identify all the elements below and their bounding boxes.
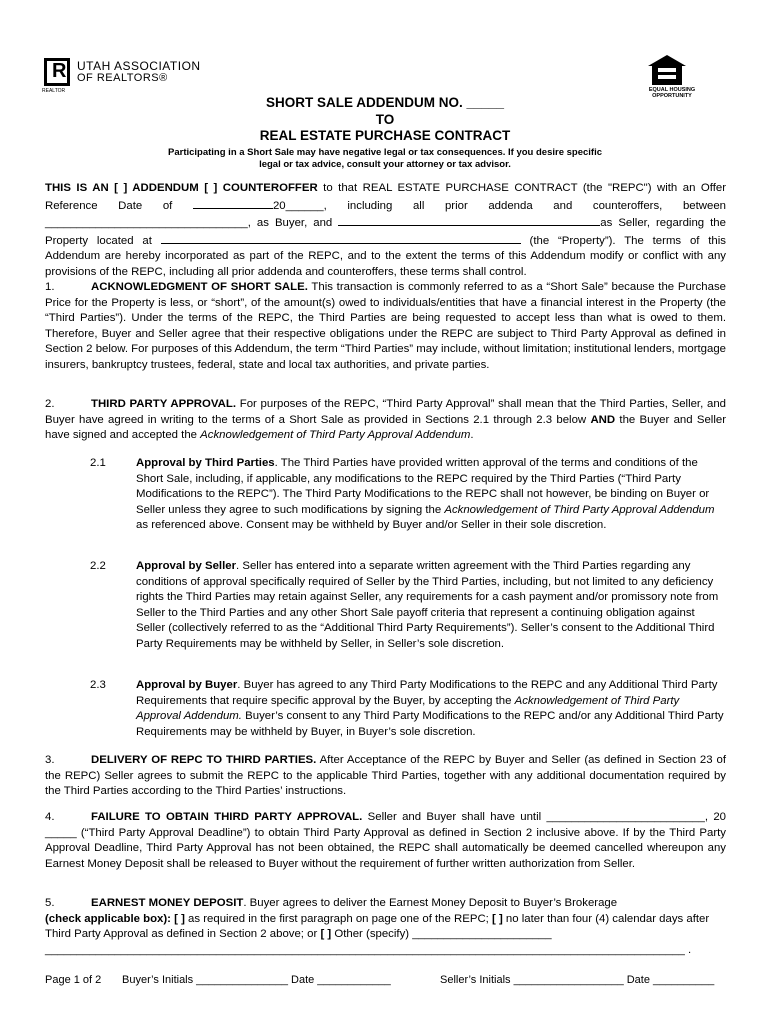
section-3 <box>45 753 726 800</box>
section-1 <box>45 280 726 374</box>
section-2-and: AND <box>590 413 616 426</box>
section-5-body-1: . Buyer agrees to deliver the Earnest Money Deposit to Buyer’s Brokerage <box>243 897 618 909</box>
section-2-3-body-2: Buyer’s consent to any Third Party Modifications to the REPC and/or any Additional Third Party Requirements may be withheld by Buyer, in Buyer’s sole discretion. <box>136 710 724 738</box>
org-name-line1: UTAH ASSOCIATION <box>77 59 201 73</box>
section-3-heading: DELIVERY OF REPC TO THIRD PARTIES. <box>91 754 317 766</box>
property-address-blank[interactable] <box>161 232 521 244</box>
section-2-1-heading: Approval by Third Parties <box>136 457 275 469</box>
section-5-heading: EARNEST MONEY DEPOSIT <box>91 897 244 909</box>
intro-text-4: (the “Property”). The terms of this Addendum are hereby incorporated as part of the REPC, and to the extent the terms of this Addendum modify or conflict with any provisions of the REPC, including all prior addenda and counteroffers, these terms shall control. <box>45 234 726 278</box>
tax-notice-line2: legal or tax advice, consult your attorney or tax advisor. <box>259 159 511 170</box>
option-2-checkbox[interactable]: [ ] <box>492 912 503 925</box>
intro-text-2: 20______, including all prior addenda and counteroffers, between ________________________________, as Buyer, and <box>45 199 727 230</box>
section-4 <box>45 810 726 872</box>
other-specify-line[interactable]: _____________________________________________________________________________________________________ . <box>45 943 692 956</box>
section-4-heading: FAILURE TO OBTAIN THIRD PARTY APPROVAL. <box>91 811 363 823</box>
section-2-2-number: 2.2 <box>90 560 106 572</box>
equal-housing-caption: EQUAL HOUSING OPPORTUNITY <box>648 87 696 99</box>
org-name-line2: OF REALTORS® <box>77 72 168 84</box>
realtor-logo-letter: R <box>52 60 67 82</box>
section-3-body: After Acceptance of the REPC by Buyer and Seller (as defined in Section 23 of the REPC) Seller agrees to submit the REPC to the applicable Third Parties, together with any additional documentation required by the Third Parties according to the Third Parties’ instructions. <box>45 754 726 798</box>
tax-notice-line1: Participating in a Short Sale may have negative legal or tax consequences. If you desire specific <box>168 147 602 158</box>
option-3-checkbox[interactable]: [ ] <box>320 928 332 941</box>
intro-text-1: to that REAL ESTATE PURCHASE CONTRACT (the "REPC") with an Offer Reference Date of <box>45 182 726 212</box>
seller-initials-date[interactable]: Seller’s Initials __________________ Date __________ <box>440 974 715 986</box>
section-2-2-body: . Seller has entered into a separate written agreement with the Third Parties regarding any conditions of approval specifically required of Seller by the Third Parties, including, but not limited to any deficiency rights the Third Parties may retain against Seller, any requirements for a cash payment and/or promissory note from Seller to the Third Parties and any other Short Sale payoff criteria that represent a continuing obligation against Seller (collectively referred to as the “Additional Third Party Requirements”). Seller’s consent to the Additional Third Party Requirements may be withheld by Seller, in Seller’s sole discretion. <box>136 560 719 650</box>
section-5-number: 5. <box>45 897 55 909</box>
section-2-2-heading: Approval by Seller <box>136 560 237 572</box>
section-2-3-number: 2.3 <box>90 679 106 691</box>
section-2-1-body-1: . The Third Parties have provided written approval of the terms and conditions of the Short Sale, including, if applicable, any modifications to the REPC required by the Third Parties (“Third Party Modifications to the REPC”). The Third Party Modifications to the REPC shall not however, be binding on Buyer or Seller unless they agree to such modifications by signing the <box>136 457 710 516</box>
doc-title-line1: SHORT SALE ADDENDUM NO. _____ <box>265 95 505 110</box>
buyer-initials-date[interactable]: Buyer’s Initials _______________ Date ____________ <box>122 974 391 986</box>
section-2-number: 2. <box>45 398 55 410</box>
section-2-3-ack-addendum: Acknowledgement of Third Party Approval Addendum. <box>136 694 680 723</box>
section-5-body-4: Other (specify) ______________________ <box>331 928 552 941</box>
section-1-body: This transaction is commonly referred to as a “Short Sale” because the Purchase Price for the Property is less, or “short”, of the amount(s) owed to individuals/entities that have a financial interest in the Property (the “Third Parties”). Under the terms of the REPC, the Third Parties are being requested to accept less than what is owed to them. Therefore, Buyer and Seller agree that their respective obligations under the REPC are subject to Third Party Approval as defined in Section 2 below. For purposes of this Addendum, the term “Third Parties” may include, without limitation; institutional lenders, mortgage insurers, bankruptcy trustees, federal, state and local tax authorities, and private parties. <box>45 281 726 371</box>
section-2-3 <box>90 678 726 740</box>
section-2-1 <box>90 456 726 534</box>
section-5-body-2: as required in the first paragraph on page one of the REPC; <box>184 912 492 925</box>
page-number: Page 1 of 2 <box>45 974 102 986</box>
section-2-ack-addendum: Acknowledgement of Third Party Approval Addendum <box>200 429 471 442</box>
section-2-body-2: the Buyer and Seller have signed and accepted the <box>45 413 726 442</box>
section-2-3-heading: Approval by Buyer <box>136 679 238 691</box>
section-2-1-body-2: as referenced above. Consent may be withheld by Buyer and/or Seller in their sole discretion. <box>136 519 607 532</box>
seller-name-blank[interactable] <box>338 214 600 226</box>
section-2-1-ack-addendum: Acknowledgement of Third Party Approval Addendum <box>444 503 715 516</box>
section-5-body-3: no later than four (4) calendar days after Third Party Approval as defined in Section 2 above; or <box>45 912 710 941</box>
intro-paragraph <box>45 181 726 281</box>
doc-title-line2: TO <box>375 112 395 127</box>
section-2-end: . <box>470 429 474 442</box>
section-2-3-body-1: . Buyer has agreed to any Third Party Modifications to the REPC and any Additional Third Party Requirements that require specific approval by the Buyer, by accepting the <box>136 679 718 707</box>
offer-date-blank[interactable] <box>193 197 273 209</box>
realtor-logo-caption: REALTOR <box>42 88 66 94</box>
section-1-number: 1. <box>45 281 55 293</box>
section-2-heading: THIRD PARTY APPROVAL. <box>91 398 236 410</box>
doc-title-line3: REAL ESTATE PURCHASE CONTRACT <box>259 128 511 143</box>
check-applicable-box[interactable]: (check applicable box): [ ] <box>45 912 185 925</box>
section-2 <box>45 397 726 444</box>
section-4-number: 4. <box>45 811 55 823</box>
section-2-body-1: For purposes of the REPC, “Third Party Approval” shall mean that the Third Parties, Seller, and Buyer have agreed in writing to the terms of a Short Sale as provided in Sections 2.1 through 2.3 below <box>45 398 726 426</box>
section-1-heading: ACKNOWLEDGMENT OF SHORT SALE. <box>91 281 308 293</box>
intro-text-3: as Seller, regarding the Property located at <box>45 217 726 247</box>
intro-lead: THIS IS AN [ ] ADDENDUM [ ] COUNTEROFFER <box>45 182 318 194</box>
section-3-number: 3. <box>45 754 55 766</box>
section-4-body: Seller and Buyer shall have until _________________________, 20 _____ (“Third Party Approval Deadline”) to obtain Third Party Approval as defined in Section 2 inclusive above. If by the Third Party Approval Deadline, Third Party Approval has not been obtained, the REPC shall automatically be deemed cancelled whereupon any Earnest Money Deposit shall be released to Buyer without the requirement of further written authorization from Seller. <box>45 811 727 870</box>
section-5 <box>45 896 726 958</box>
section-2-1-number: 2.1 <box>90 457 106 469</box>
section-2-2 <box>90 559 726 653</box>
equal-housing-icon <box>647 54 687 86</box>
